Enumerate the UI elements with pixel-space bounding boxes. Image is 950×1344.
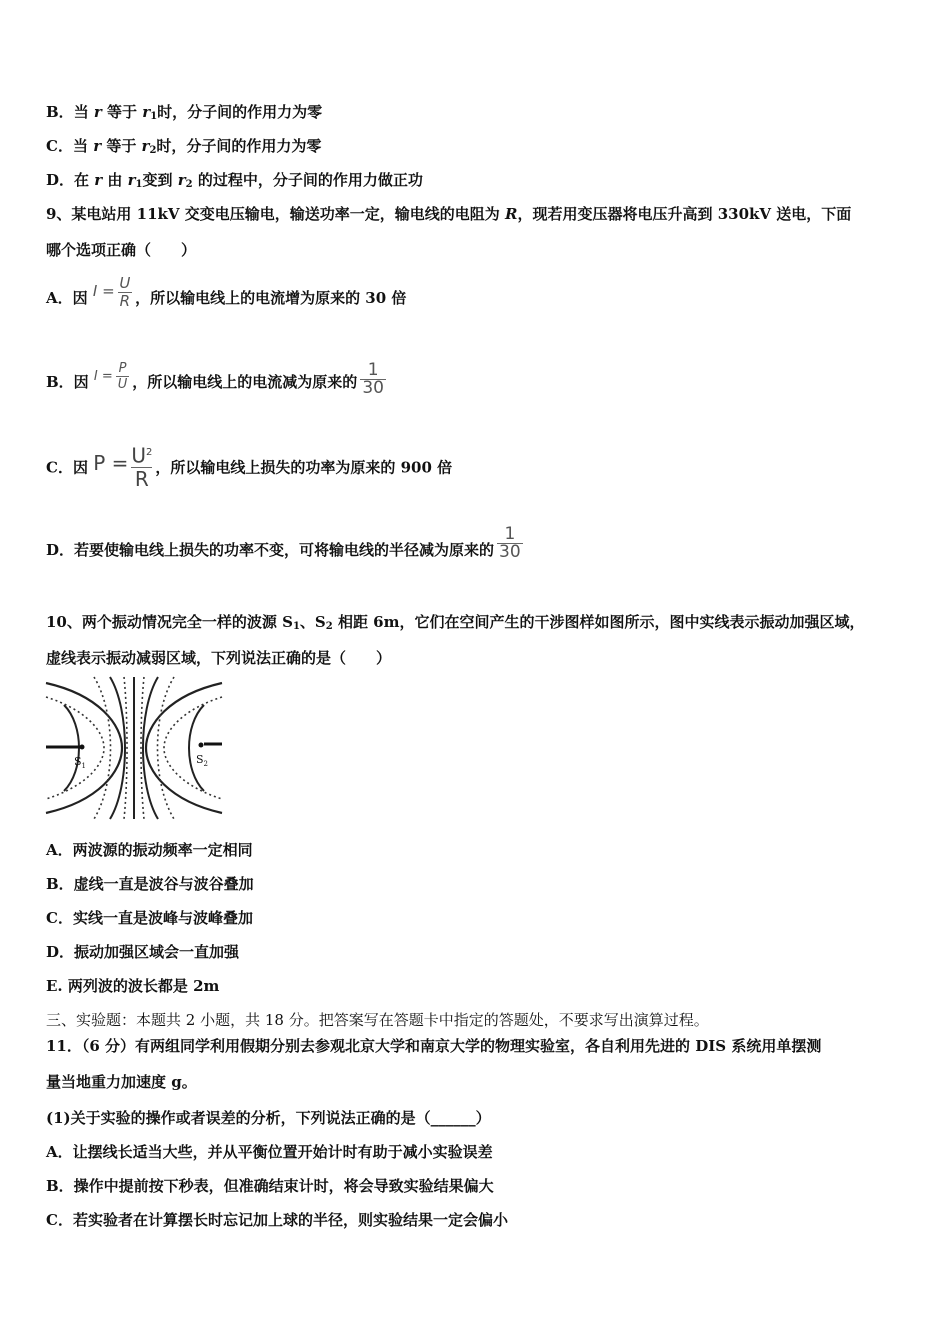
q11-option-c: C．若实验者在计算摆长时忘记加上球的半径，则实验结果一定会偏小 — [46, 1211, 508, 1229]
section-3-heading: 三、实验题：本题共 2 小题，共 18 分。把答案写在答题卡中指定的答题处，不要求写出演算过程。 — [46, 1011, 709, 1029]
q9-stem-line1: 9、某电站用 11kV 交变电压输电，输送功率一定，输电线的电阻为 R，现若用变压器将电压升高到 330kV 送电，下面 — [46, 205, 852, 223]
q9-option-b: B．因 I = $\frac{P}{U}$ ，所以输电线上的电流减为原来的 $\frac{1}{30}$ — [46, 359, 384, 398]
interference-pattern-figure — [44, 675, 224, 821]
q9-option-a: A．因 I = $\frac{U}{R}$ ，所以输电线上的电流增为原来的 30 倍 — [46, 273, 407, 310]
q10-option-e: E. 两列波的波长都是 2m — [46, 977, 220, 995]
q10-option-d: D．振动加强区域会一直加强 — [46, 943, 240, 961]
source-s1-label: $S_1$ — [74, 755, 87, 770]
q8-option-c: C．当 r 等于 $r_2$时，分子间的作用力为零 — [46, 137, 322, 156]
q9-option-c: C．因 P = $\frac{U^2}{R}$ ，所以输电线上损失的功率为原来的 900 倍 — [46, 443, 453, 491]
q11-subquestion-1: (1)关于实验的操作或者误差的分析，下列说法正确的是（______） — [46, 1109, 491, 1127]
q10-stem-line2: 虚线表示振动减弱区域，下列说法正确的是（ ） — [46, 649, 392, 667]
q8-option-d: D．在 r 由 $r_1$变到 $r_2$ 的过程中，分子间的作用力做正功 — [46, 171, 423, 190]
q11-option-a: A．让摆线长适当大些，并从平衡位置开始计时有助于减小实验误差 — [46, 1143, 493, 1161]
q10-option-c: C．实线一直是波峰与波峰叠加 — [46, 909, 253, 927]
q11-option-b: B．操作中提前按下秒表，但准确结束计时，将会导致实验结果偏大 — [46, 1177, 494, 1195]
q11-stem-line1: 11．（6 分）有两组同学利用假期分别去参观北京大学和南京大学的物理实验室，各自利用先进的 DIS 系统用单摆测 — [46, 1037, 822, 1055]
q11-stem-line2: 量当地重力加速度 g。 — [46, 1073, 197, 1091]
q9-stem-line2: 哪个选项正确（ ） — [46, 241, 197, 259]
source-s2-label: $S_2$ — [196, 753, 209, 768]
q8-option-b: B．当 r 等于 $r_1$时，分子间的作用力为零 — [46, 103, 323, 122]
q10-stem-line1: 10、两个振动情况完全一样的波源 $S_1$、$S_2$ 相距 6m，它们在空间产生的干涉图样如图所示，图中实线表示振动加强区域， — [46, 613, 865, 632]
q10-option-b: B．虚线一直是波谷与波谷叠加 — [46, 875, 254, 893]
q9-option-d: D．若要使输电线上损失的功率不变，可将输电线的半径减为原来的 $\frac{1}{30}$ — [46, 523, 521, 562]
q10-option-a: A．两波源的振动频率一定相同 — [46, 841, 253, 859]
